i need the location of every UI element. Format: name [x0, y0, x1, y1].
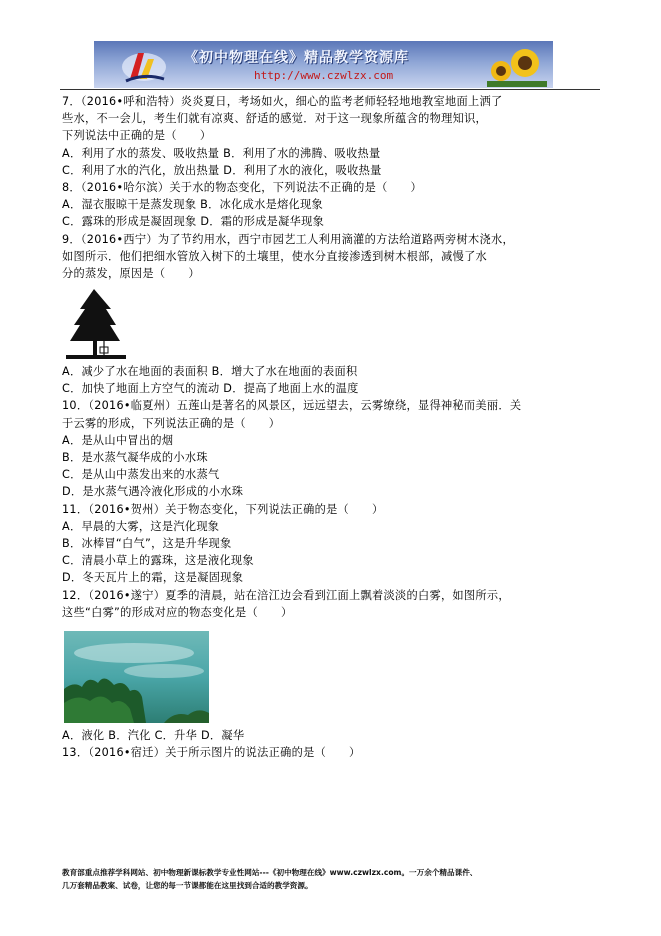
options-ab: A．湿衣服晾干是蒸发现象 B．冰化成水是熔化现象	[62, 198, 324, 212]
question-stem: 如图所示．他们把细水管放入树下的土壤里，使水分直接渗透到树木根部，减慢了水	[62, 249, 488, 263]
question-stem: 于云雾的形成，下列说法正确的是（ ）	[62, 416, 281, 430]
header-banner	[94, 41, 553, 88]
question-12	[62, 587, 610, 745]
footer-line: 教育部重点推荐学科网站、初中物理新课标教学专业性网站---《初中物理在线》www.czwlzx.com。一万余个精品课件、	[62, 868, 478, 877]
option-b: B．是水蒸气凝华成的小水珠	[62, 451, 208, 464]
option-d: D．是水蒸气遇冷液化形成的小水珠	[62, 485, 244, 499]
question-stem: 这些“白雾”的形成对应的物态变化是（ ）	[62, 605, 293, 619]
option-a: A．是从山中冒出的烟	[62, 433, 174, 447]
question-stem: 下列说法中正确的是（ ）	[62, 129, 212, 143]
tree-drip-irrigation-figure	[66, 287, 126, 359]
options-ab: A．减少了水在地面的表面积 B．增大了水在地面的表面积	[62, 365, 358, 379]
site-logo-icon	[118, 45, 170, 85]
question-stem: 7．（2016•呼和浩特）炎炎夏日，考场如火，细心的监考老师轻轻地地教室地面上洒了	[62, 95, 503, 108]
river-fog-photo	[64, 631, 209, 723]
question-10	[62, 397, 610, 500]
page-footer	[62, 866, 622, 892]
question-list	[62, 93, 610, 761]
header-rule	[60, 89, 600, 90]
banner-title: 《初中物理在线》精品教学资源库	[184, 50, 409, 66]
question-stem: 些水，不一会儿，考生们就有凉爽、舒适的感觉．对于这一现象所蕴含的物理知识，	[62, 112, 488, 126]
options-ab: A．利用了水的蒸发、吸收热量 B．利用了水的沸腾、吸收热量	[62, 146, 381, 160]
question-stem: 分的蒸发，原因是（ ）	[62, 266, 200, 280]
footer-line: 几万套精品教案、试卷，让您的每一节课都能在这里找到合适的教学资源。	[62, 881, 313, 890]
question-stem: 8．（2016•哈尔滨）关于水的物态变化，下列说法不正确的是（ ）	[62, 180, 423, 194]
question-stem: 12．（2016•遂宁）夏季的清晨，站在涪江边会看到江面上飘着淡淡的白雾，如图所示，	[62, 588, 510, 602]
question-13	[62, 744, 610, 761]
options-cd: C．利用了水的汽化，放出热量 D．利用了水的液化，吸收热量	[62, 163, 382, 177]
options-cd: C．露珠的形成是凝固现象 D．霜的形成是凝华现象	[62, 215, 325, 229]
question-stem: 11．（2016•贺州）关于物态变化，下列说法正确的是（ ）	[62, 502, 384, 516]
question-9	[62, 231, 610, 398]
option-c: C．是从山中蒸发出来的水蒸气	[62, 468, 220, 482]
question-8	[62, 179, 610, 231]
option-a: A．早晨的大雾，这是汽化现象	[62, 519, 220, 533]
question-stem: 9．（2016•西宁）为了节约用水，西宁市园艺工人利用滴灌的方法给道路两旁树木浇水，	[62, 232, 514, 246]
options-cd: C．加快了地面上方空气的流动 D．提高了地面上水的温度	[62, 382, 359, 396]
options-all: A．液化 B．汽化 C．升华 D．凝华	[62, 728, 245, 742]
question-11	[62, 501, 610, 587]
option-d: D．冬天瓦片上的霜，这是凝固现象	[62, 571, 244, 585]
option-b: B．冰棒冒“白气”，这是升华现象	[62, 536, 232, 550]
banner-url[interactable]: http://www.czwlzx.com	[254, 69, 394, 82]
question-7	[62, 93, 610, 179]
option-c: C．清晨小草上的露珠，这是液化现象	[62, 554, 254, 568]
question-stem: 13．（2016•宿迁）关于所示图片的说法正确的是（ ）	[62, 746, 361, 760]
question-stem: 10．（2016•临夏州）五莲山是著名的风景区，远远望去，云雾缭绕，显得神秘而美丽．关	[62, 399, 522, 413]
sunflower-icon	[487, 43, 547, 87]
